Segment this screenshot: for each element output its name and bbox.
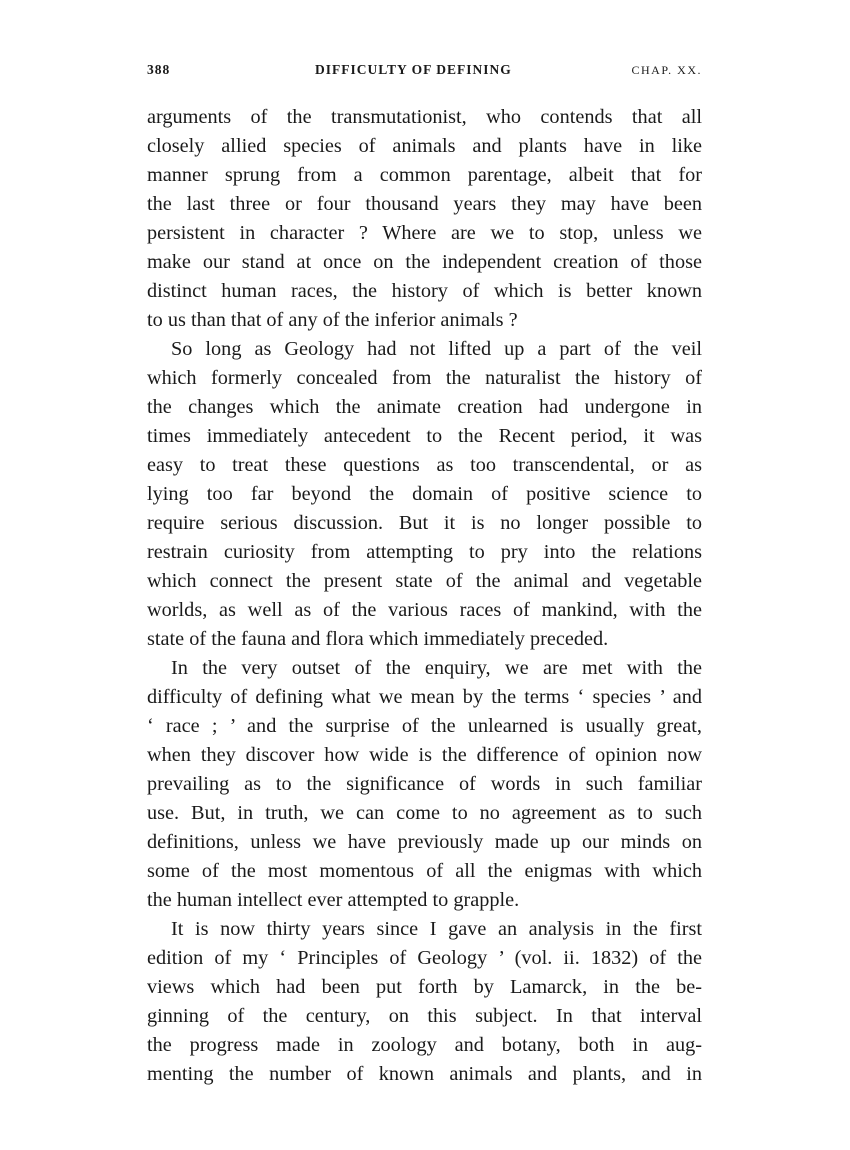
text-line: definitions, unless we have previously made up our minds on — [147, 831, 702, 853]
text-line: which connect the present state of the animal and vegetable — [147, 570, 702, 592]
text-line: the last three or four thousand years they may have been — [147, 193, 702, 215]
text-line: lying too far beyond the domain of positive science to — [147, 483, 702, 505]
text-line: the changes which the animate creation had undergone in — [147, 396, 702, 418]
text-line: require serious discussion. But it is no longer possible to — [147, 512, 702, 534]
text-line: use. But, in truth, we can come to no agreement as to such — [147, 802, 702, 824]
page-number: 388 — [147, 62, 171, 77]
text-line: to us than that of any of the inferior animals ? — [147, 309, 518, 331]
text-line: ‘ race ; ’ and the surprise of the unlearned is usually great, — [147, 715, 702, 737]
text-line: easy to treat these questions as too transcendental, or as — [147, 454, 702, 476]
text-line: when they discover how wide is the difference of opinion now — [147, 744, 702, 766]
text-line: the human intellect ever attempted to grapple. — [147, 889, 520, 911]
text-line: distinct human races, the history of which is better known — [147, 280, 702, 302]
text-line: closely allied species of animals and plants have in like — [147, 135, 702, 157]
text-line: state of the fauna and flora which immediately preceded. — [147, 628, 609, 650]
paragraph — [147, 915, 702, 1089]
running-title: DIFFICULTY OF DEFINING — [315, 62, 512, 77]
text-line: persistent in character ? Where are we to stop, unless we — [147, 222, 702, 244]
text-line: edition of my ‘ Principles of Geology ’ (vol. ii. 1832) of the — [147, 947, 702, 969]
text-line: menting the number of known animals and plants, and in — [147, 1063, 702, 1085]
running-head — [147, 58, 702, 84]
text-line: difficulty of defining what we mean by the terms ‘ species ’ and — [147, 686, 702, 708]
text-line: It is now thirty years since I gave an analysis in the first — [171, 918, 702, 940]
text-line: restrain curiosity from attempting to pry into the relations — [147, 541, 702, 563]
paragraph — [147, 103, 702, 335]
book-page — [147, 58, 702, 1089]
text-line: In the very outset of the enquiry, we are met with the — [171, 657, 702, 679]
paragraph — [147, 654, 702, 915]
text-line: make our stand at once on the independent creation of those — [147, 251, 702, 273]
text-line: ginning of the century, on this subject. In that interval — [147, 1005, 702, 1027]
body-text — [147, 103, 702, 1089]
text-line: views which had been put forth by Lamarck, in the be- — [147, 976, 702, 998]
text-line: some of the most momentous of all the enigmas with which — [147, 860, 702, 882]
text-line: manner sprung from a common parentage, albeit that for — [147, 164, 702, 186]
chapter-label: CHAP. XX. — [631, 63, 702, 77]
text-line: times immediately antecedent to the Recent period, it was — [147, 425, 702, 447]
text-line: arguments of the transmutationist, who contends that all — [147, 106, 702, 128]
text-line: worlds, as well as of the various races of mankind, with the — [147, 599, 702, 621]
text-line: So long as Geology had not lifted up a part of the veil — [171, 338, 702, 360]
paragraph — [147, 335, 702, 654]
text-line: prevailing as to the significance of words in such familiar — [147, 773, 702, 795]
text-line: the progress made in zoology and botany, both in aug- — [147, 1034, 702, 1056]
text-line: which formerly concealed from the naturalist the history of — [147, 367, 702, 389]
